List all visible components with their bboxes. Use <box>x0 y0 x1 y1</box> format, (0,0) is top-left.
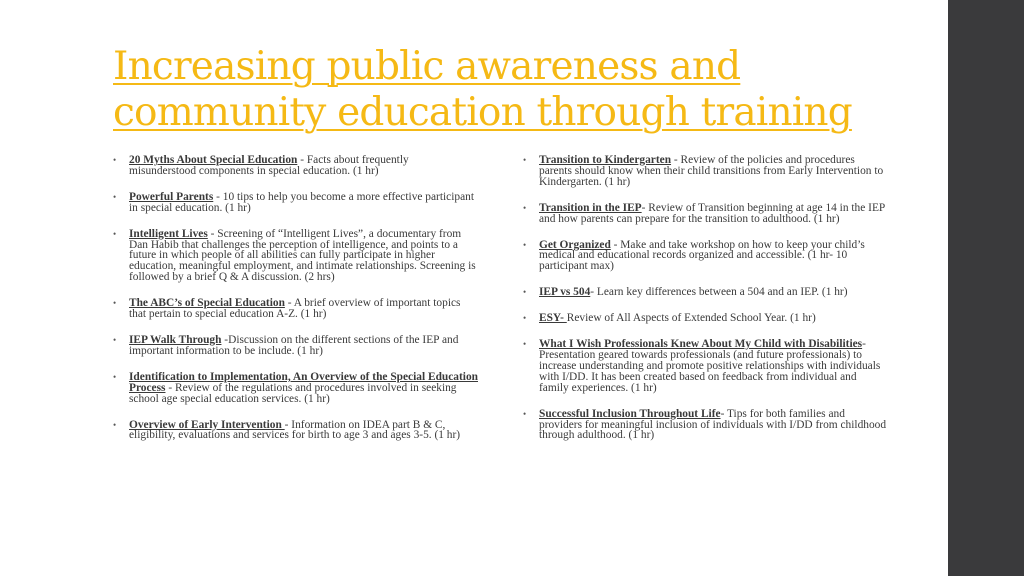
bullet-icon: • <box>113 155 117 165</box>
course-description: Review of All Aspects of Extended School Year. (1 hr) <box>566 312 816 325</box>
course-link[interactable]: The ABC’s of Special Education <box>129 297 285 310</box>
list-item <box>113 372 478 405</box>
course-description: - Information on IDEA part B & C, eligibility, evaluations and services for birth to age 3 and ages 3-5. (1 hr) <box>129 418 461 442</box>
course-link[interactable]: 20 Myths About Special Education <box>129 154 298 166</box>
course-description: - Facts about frequently misunderstood components in special education. (1 hr) <box>129 154 409 177</box>
right-column-list <box>523 155 888 441</box>
bullet-icon: • <box>523 339 527 350</box>
left-column-list <box>113 155 478 441</box>
course-link[interactable]: Transition in the IEP <box>539 201 642 214</box>
list-item <box>523 203 888 225</box>
course-link[interactable]: Get Organized <box>539 238 611 251</box>
course-link[interactable]: IEP vs 504 <box>539 286 591 299</box>
decorative-side-bar <box>948 0 1024 576</box>
course-link[interactable]: Identification to Implementation, An Overview of the Special Education Process <box>129 370 478 394</box>
list-item <box>113 229 478 284</box>
bullet-icon: • <box>523 313 527 324</box>
bullet-icon: • <box>113 419 117 430</box>
bullet-icon: • <box>113 334 117 345</box>
course-description: - Screening of “Intelligent Lives”, a documentary from Dan Habib that challenges the perception of intelligence, and points to a future in which people of all abilities can fully participate in higher education, meaningful employment, and intimate relationships. Screening is followed by a brief Q & A discussion. (2 hrs) <box>129 227 476 284</box>
list-item <box>113 155 478 177</box>
list-item <box>523 339 888 394</box>
course-description: - Review of the regulations and procedures involved in seeking school age special education services. (1 hr) <box>129 381 457 405</box>
course-description: - Review of Transition beginning at age 14 in the IEP and how parents can prepare for the transition to adulthood. (1 hr) <box>539 201 885 225</box>
bullet-icon: • <box>523 287 527 298</box>
list-item <box>113 420 478 442</box>
bullet-icon: • <box>523 408 527 419</box>
course-link[interactable]: IEP Walk Through <box>129 333 222 346</box>
list-item <box>113 298 478 320</box>
bullet-icon: • <box>523 202 527 213</box>
course-description: - 10 tips to help you become a more effective participant in special education. (1 hr) <box>129 190 474 214</box>
list-item <box>523 409 888 442</box>
list-item <box>113 335 478 357</box>
course-description: - Tips for both families and providers for meaningful inclusion of individuals with I/DD from childhood through adulthood. (1 hr) <box>539 407 887 442</box>
course-link[interactable]: ESY- <box>539 312 567 325</box>
course-link[interactable]: Intelligent Lives <box>129 227 208 240</box>
course-link[interactable]: Powerful Parents <box>129 190 214 203</box>
list-item <box>523 313 888 324</box>
bullet-icon: • <box>113 298 117 309</box>
course-description: - Learn key differences between a 504 and an IEP. (1 hr) <box>590 286 848 299</box>
title-line-1: Increasing public awareness and <box>113 44 741 89</box>
course-link[interactable]: Overview of Early Intervention <box>129 418 285 431</box>
list-item <box>523 240 888 273</box>
course-description: - A brief overview of important topics that pertain to special education A-Z. (1 hr) <box>129 297 461 321</box>
bullet-icon: • <box>113 228 117 239</box>
bullet-icon: • <box>113 191 117 202</box>
course-description: - Presentation geared towards professionals (and future professionals) to increase understanding and promote positive relationships with individuals with I/DD. It has been created based on feedback from individual and family experiences. (1 hr) <box>539 338 881 394</box>
list-item <box>523 287 888 298</box>
course-link[interactable]: Transition to Kindergarten <box>539 154 672 166</box>
title-line-2: community education through training <box>113 90 852 135</box>
bullet-icon: • <box>113 371 117 382</box>
slide-title <box>113 44 913 136</box>
list-item <box>523 155 888 188</box>
course-description: - Make and take workshop on how to keep your child’s medical and educational records organized and accessible. (1 hr- 10 participant max) <box>539 238 865 273</box>
course-link[interactable]: Successful Inclusion Throughout Life <box>539 407 721 420</box>
bullet-icon: • <box>523 155 527 165</box>
bullet-icon: • <box>523 239 527 250</box>
course-description: - Review of the policies and procedures parents should know when their child transitions from Early Intervention to Kindergarten. (1 hr) <box>539 154 884 188</box>
course-description: -Discussion on the different sections of the IEP and important information to be include. (1 hr) <box>129 333 459 357</box>
list-item <box>113 192 478 214</box>
course-link[interactable]: What I Wish Professionals Knew About My Child with Disabilities <box>539 338 863 351</box>
